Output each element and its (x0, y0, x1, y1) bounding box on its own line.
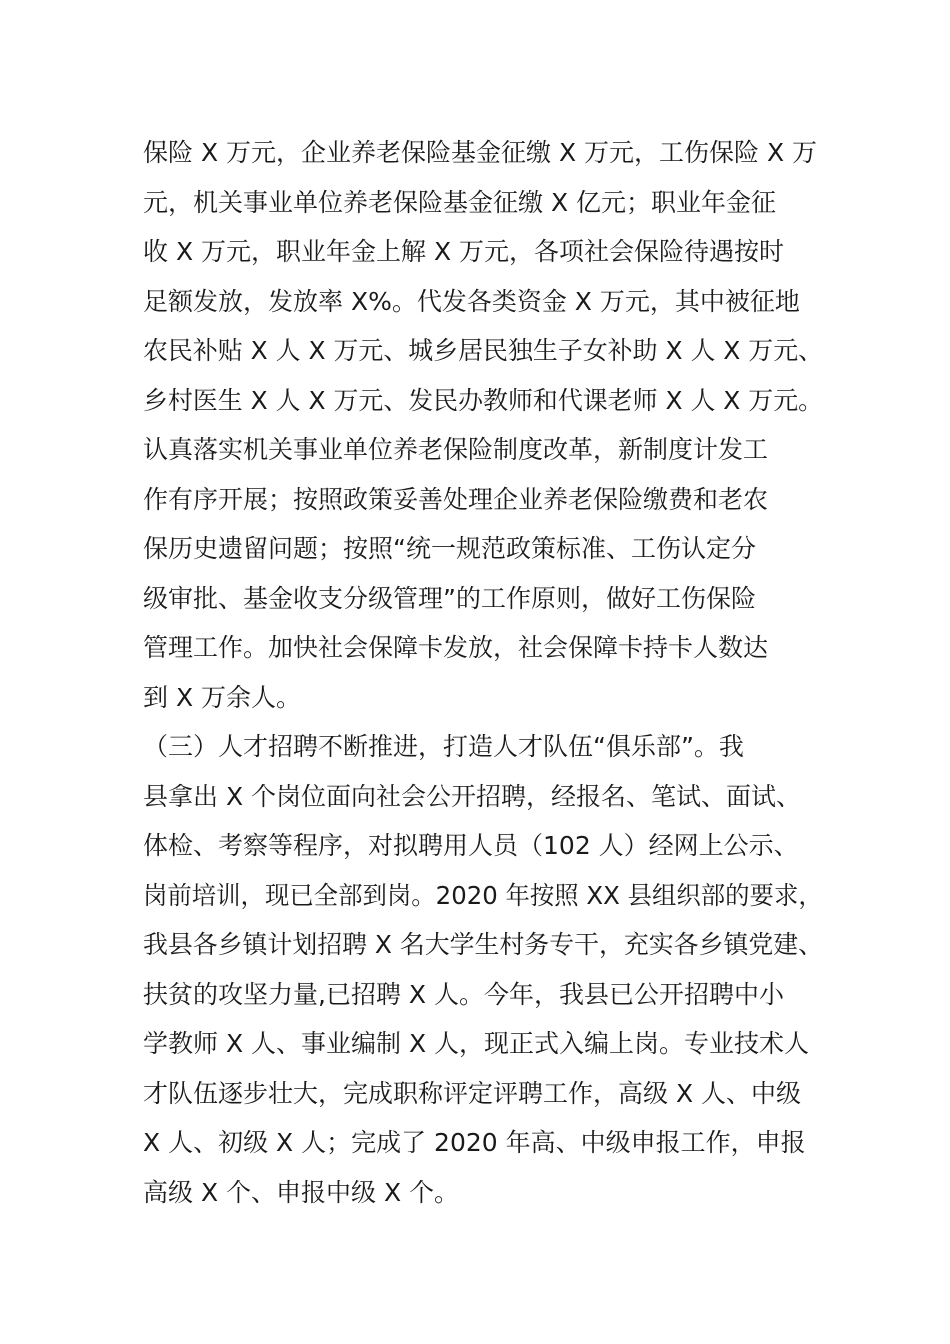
text-line: 收 X 万元，职业年金上解 X 万元，各项社会保险待遇按时 (143, 237, 785, 266)
text-line: 保历史遗留问题；按照“统一规范政策标准、工伤认定分 (143, 534, 756, 563)
text-line: 才队伍逐步壮大，完成职称评定评聘工作，高级 X 人、中级 (143, 1078, 802, 1108)
text-line: X 人、初级 X 人；完成了 2020 年高、中级申报工作，申报 (143, 1128, 806, 1157)
text-line: 元，机关事业单位养老保险基金征缴 X 亿元；职业年金征 (143, 187, 777, 217)
document-body (143, 128, 823, 1217)
text-line: 体检、考察等程序，对拟聘用人员（102 人）经网上公示、 (143, 831, 799, 860)
text-line: 县拿出 X 个岗位面向社会公开招聘，经报名、笔试、面试、 (143, 781, 802, 811)
text-line: 学教师 X 人、事业编制 X 人，现正式入编上岗。专业技术人 (143, 1029, 810, 1058)
text-line: 扶贫的攻坚力量,已招聘 X 人。今年，我县已公开招聘中小 (143, 979, 784, 1009)
text-line: 管理工作。加快社会保障卡发放，社会保障卡持卡人数达 (143, 633, 769, 662)
text-line: 足额发放，发放率 X%。代发各类资金 X 万元，其中被征地 (143, 286, 800, 316)
text-line: 级审批、基金收支分级管理”的工作原则，做好工伤保险 (143, 583, 756, 613)
text-line: 保险 X 万元，企业养老保险基金征缴 X 万元，工伤保险 X 万 (143, 138, 818, 167)
text-line: 作有序开展；按照政策妥善处理企业养老保险缴费和老农 (143, 484, 769, 514)
section-heading-line: （三）人才招聘不断推进，打造人才队伍“俱乐部”。我 (143, 732, 744, 761)
text-line: 认真落实机关事业单位养老保险制度改革，新制度计发工 (143, 435, 769, 464)
text-line: 高级 X 个、申报中级 X 个。 (143, 1177, 460, 1207)
text-line: 我县各乡镇计划招聘 X 名大学生村务专干，充实各乡镇党建、 (143, 930, 824, 959)
text-line: 到 X 万余人。 (143, 682, 302, 712)
text-line: 岗前培训，现已全部到岗。2020 年按照 XX 县组织部的要求， (143, 880, 823, 910)
text-line: 乡村医生 X 人 X 万元、发民办教师和代课老师 X 人 X 万元。 (143, 385, 824, 415)
text-line: 农民补贴 X 人 X 万元、城乡居民独生子女补助 X 人 X 万元、 (143, 336, 824, 365)
